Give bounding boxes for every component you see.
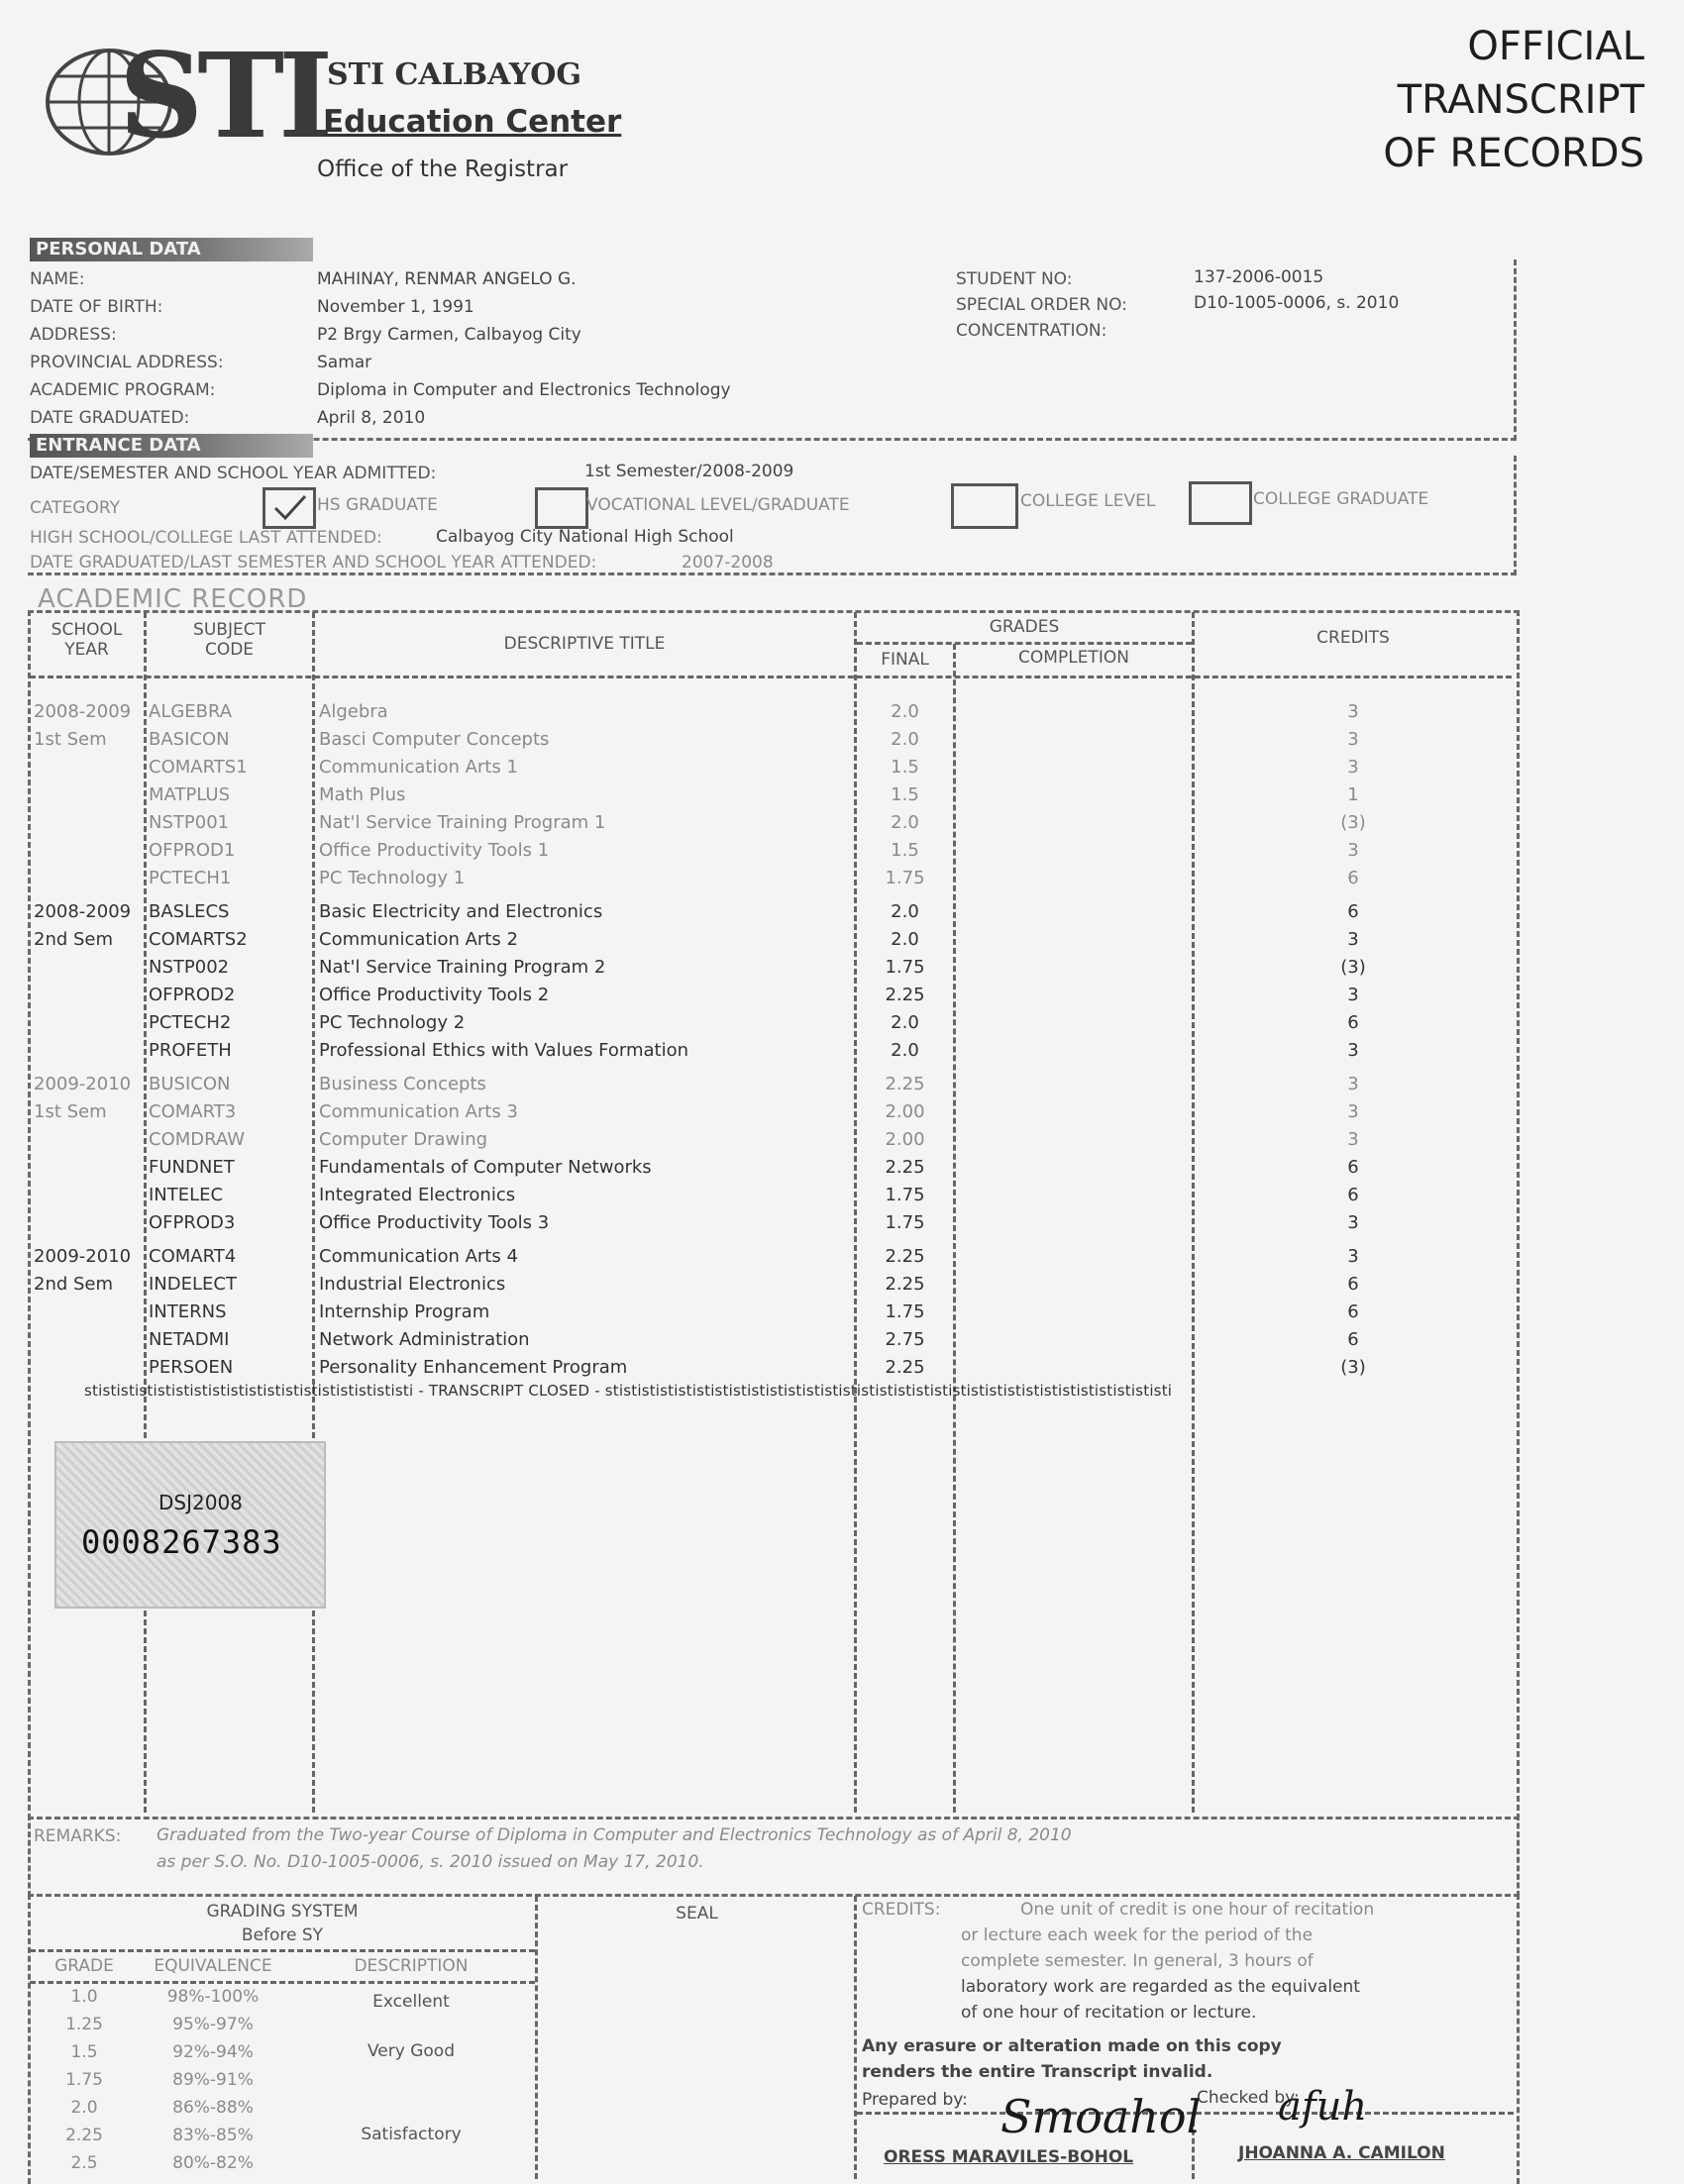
- cell-title: Basci Computer Concepts: [319, 729, 550, 750]
- dob-value: November 1, 1991: [317, 297, 474, 317]
- cell-final: 1.75: [885, 1212, 925, 1233]
- cell-title: Office Productivity Tools 3: [319, 1212, 550, 1233]
- credits-note-line: laboratory work are regarded as the equivalent: [961, 1977, 1360, 1997]
- cell-final: 2.0: [891, 1040, 919, 1061]
- student-no-value: 137-2006-0015: [1194, 267, 1324, 287]
- grading-cell-grade: 2.5: [70, 2153, 98, 2173]
- table-row: [0, 1301, 1516, 1329]
- table-row: [0, 1357, 1516, 1385]
- cell-title: Internship Program: [319, 1301, 490, 1322]
- address-label: ADDRESS:: [30, 325, 117, 345]
- cell-final: 2.00: [885, 1101, 925, 1122]
- table-row: [0, 957, 1516, 985]
- cell-credits: 3: [1347, 1129, 1359, 1150]
- header-divider: [30, 676, 1512, 678]
- cell-final: 1.5: [891, 784, 919, 805]
- school-subtitle: Education Center: [323, 104, 622, 140]
- table-row: [0, 1074, 1516, 1101]
- table-row: [0, 812, 1516, 840]
- table-row: [0, 868, 1516, 895]
- col-header-code-line: CODE: [204, 640, 255, 660]
- cell-title: Professional Ethics with Values Formation: [319, 1040, 689, 1061]
- cell-credits: 6: [1347, 868, 1359, 888]
- cell-title: Communication Arts 1: [319, 757, 518, 778]
- cell-code: ALGEBRA: [149, 701, 233, 722]
- graduated-label: DATE GRADUATED:: [30, 408, 190, 428]
- cell-title: Communication Arts 3: [319, 1101, 518, 1122]
- cell-credits: (3): [1340, 1357, 1366, 1378]
- cell-title: Office Productivity Tools 1: [319, 840, 550, 861]
- stamp-code: DSJ2008: [158, 1491, 243, 1514]
- table-row: [0, 729, 1516, 757]
- grading-cell-grade: 1.25: [65, 2015, 103, 2034]
- category-label: CATEGORY: [30, 498, 120, 518]
- cell-title: Basic Electricity and Electronics: [319, 901, 603, 922]
- grading-row: [0, 1987, 287, 2015]
- cell-final: 2.75: [885, 1329, 925, 1350]
- cell-code: COMARTS1: [149, 757, 248, 778]
- vocational-checkbox: [535, 487, 588, 529]
- grading-cell-grade: 2.25: [65, 2126, 103, 2145]
- stamp-number: 0008267383: [81, 1523, 282, 1561]
- grading-row: [0, 2098, 287, 2126]
- cell-final: 2.25: [885, 1357, 925, 1378]
- grading-divider: [30, 1949, 535, 1952]
- col-header-credits: CREDITS: [1316, 628, 1390, 648]
- col-header-year-line: YEAR: [64, 640, 109, 660]
- title-line: TRANSCRIPT: [1397, 77, 1644, 123]
- col-header-code-line: SUBJECT: [193, 620, 265, 640]
- footer-divider: [854, 1896, 857, 2179]
- cell-credits: 3: [1347, 1040, 1359, 1061]
- remarks-line-2: as per S.O. No. D10-1005-0006, s. 2010 issued on May 17, 2010.: [157, 1852, 704, 1872]
- cell-final: 2.0: [891, 812, 919, 833]
- cell-final: 2.0: [891, 929, 919, 950]
- checked-by-label: Checked by:: [1197, 2088, 1300, 2108]
- program-value: Diploma in Computer and Electronics Technology: [317, 380, 731, 400]
- title-line: OFFICIAL: [1467, 24, 1644, 69]
- table-row: [0, 1157, 1516, 1185]
- title-line: OF RECORDS: [1383, 131, 1644, 176]
- grad-last-label: DATE GRADUATED/LAST SEMESTER AND SCHOOL YEAR ATTENDED:: [30, 553, 597, 572]
- cell-year: 2009-2010: [34, 1074, 132, 1094]
- address-value: P2 Brgy Carmen, Calbayog City: [317, 325, 581, 345]
- cell-credits: 3: [1347, 729, 1359, 750]
- credits-note-line: One unit of credit is one hour of recitation: [1020, 1900, 1375, 1920]
- credits-note-line: of one hour of recitation or lecture.: [961, 2003, 1257, 2023]
- cell-credits: 3: [1347, 1212, 1359, 1233]
- grading-divider: [30, 1981, 535, 1984]
- cell-final: 1.5: [891, 757, 919, 778]
- prepared-by-label: Prepared by:: [862, 2090, 968, 2110]
- cell-final: 2.0: [891, 901, 919, 922]
- cell-code: INTERNS: [149, 1301, 227, 1322]
- desc-satisfactory: Satisfactory: [361, 2125, 462, 2144]
- table-row: [0, 1329, 1516, 1357]
- last-attended-value: Calbayog City National High School: [436, 527, 734, 547]
- cell-code: COMARTS2: [149, 929, 248, 950]
- cell-code: NETADMI: [149, 1329, 230, 1350]
- table-row: [0, 1129, 1516, 1157]
- grading-row: [0, 2015, 287, 2042]
- cell-title: Math Plus: [319, 784, 406, 805]
- cell-credits: 3: [1347, 985, 1359, 1005]
- cell-title: Network Administration: [319, 1329, 530, 1350]
- table-row: [0, 985, 1516, 1012]
- signature-checked: afuh: [1278, 2084, 1368, 2130]
- remarks-label: REMARKS:: [34, 1826, 122, 1846]
- prepared-by-name: ORESS MARAVILES-BOHOL: [884, 2147, 1134, 2167]
- grading-col-grade: GRADE: [54, 1956, 114, 1976]
- cell-final: 2.25: [885, 1246, 925, 1267]
- cell-year: 2009-2010: [34, 1246, 132, 1267]
- personal-data-heading: PERSONAL DATA: [30, 238, 313, 261]
- cell-year: 2nd Sem: [34, 1274, 114, 1295]
- cell-credits: 3: [1347, 1101, 1359, 1122]
- cell-credits: 3: [1347, 1074, 1359, 1094]
- table-row: [0, 1212, 1516, 1240]
- cell-code: COMART3: [149, 1101, 237, 1122]
- last-attended-label: HIGH SCHOOL/COLLEGE LAST ATTENDED:: [30, 528, 382, 548]
- cell-title: Nat'l Service Training Program 1: [319, 812, 606, 833]
- grading-row: [0, 2153, 287, 2181]
- cell-credits: 6: [1347, 901, 1359, 922]
- table-row: [0, 1185, 1516, 1212]
- cell-code: COMDRAW: [149, 1129, 246, 1150]
- cell-code: PROFETH: [149, 1040, 232, 1061]
- cell-title: PC Technology 1: [319, 868, 466, 888]
- cell-credits: 6: [1347, 1012, 1359, 1033]
- table-row: [0, 1274, 1516, 1301]
- grading-cell-equiv: 89%-91%: [172, 2070, 254, 2090]
- cell-code: OFPROD2: [149, 985, 236, 1005]
- cell-title: Nat'l Service Training Program 2: [319, 957, 606, 978]
- cell-code: INDELECT: [149, 1274, 237, 1295]
- cell-year: 2008-2009: [34, 701, 132, 722]
- grading-col-desc: DESCRIPTION: [354, 1956, 469, 1976]
- table-row: [0, 1012, 1516, 1040]
- grading-row: [0, 2070, 287, 2098]
- college-level-checkbox: [951, 483, 1018, 529]
- provincial-address-label: PROVINCIAL ADDRESS:: [30, 353, 224, 372]
- cell-final: 1.5: [891, 840, 919, 861]
- grading-cell-equiv: 86%-88%: [172, 2098, 254, 2118]
- entrance-data-heading: ENTRANCE DATA: [30, 434, 313, 458]
- grading-cell-grade: 1.0: [70, 1987, 98, 2007]
- grading-cell-equiv: 80%-82%: [172, 2153, 254, 2173]
- cell-title: Communication Arts 2: [319, 929, 518, 950]
- table-row: [0, 1101, 1516, 1129]
- grading-row: [0, 2042, 287, 2070]
- cell-credits: 3: [1347, 757, 1359, 778]
- graduated-value: April 8, 2010: [317, 408, 426, 428]
- transcript-closed-line: stistististististististististististististististististi - TRANSCRIPT CLOSED - stististististististististististististististististististististististististististististististi: [84, 1382, 1173, 1400]
- cell-code: INTELEC: [149, 1185, 224, 1205]
- cell-title: PC Technology 2: [319, 1012, 466, 1033]
- office-name: Office of the Registrar: [317, 156, 569, 182]
- cell-final: 2.00: [885, 1129, 925, 1150]
- cell-title: Computer Drawing: [319, 1129, 488, 1150]
- document-title: [1383, 20, 1644, 180]
- table-row: [0, 1040, 1516, 1068]
- cell-year: 1st Sem: [34, 729, 107, 750]
- dob-label: DATE OF BIRTH:: [30, 297, 163, 317]
- grading-cell-grade: 1.5: [70, 2042, 98, 2062]
- table-row: [0, 784, 1516, 812]
- cell-final: 2.25: [885, 1157, 925, 1178]
- cell-final: 1.75: [885, 1301, 925, 1322]
- cell-code: NSTP001: [149, 812, 230, 833]
- provincial-address-value: Samar: [317, 353, 372, 372]
- logo-text: STI: [119, 27, 328, 164]
- cell-final: 1.75: [885, 868, 925, 888]
- cell-code: BASICON: [149, 729, 230, 750]
- table-row: [0, 840, 1516, 868]
- grading-subtitle: Before SY: [241, 1925, 324, 1945]
- signature-prepared: Smoahol: [1000, 2090, 1202, 2143]
- cell-title: Algebra: [319, 701, 388, 722]
- cell-code: BASLECS: [149, 901, 230, 922]
- grad-last-value: 2007-2008: [682, 553, 774, 572]
- col-header-title: DESCRIPTIVE TITLE: [503, 634, 666, 654]
- col-header-grades: GRADES: [989, 617, 1060, 637]
- cell-code: OFPROD1: [149, 840, 236, 861]
- grading-cell-equiv: 83%-85%: [172, 2126, 254, 2145]
- grades-divider: [857, 642, 1192, 645]
- grading-row: [0, 2126, 287, 2153]
- cell-final: 1.75: [885, 957, 925, 978]
- desc-excellent: Excellent: [372, 1992, 450, 2012]
- table-row: [0, 929, 1516, 957]
- cell-title: Communication Arts 4: [319, 1246, 518, 1267]
- cell-code: PERSOEN: [149, 1357, 234, 1378]
- grading-title: GRADING SYSTEM: [206, 1902, 359, 1922]
- cell-final: 1.75: [885, 1185, 925, 1205]
- grading-cell-grade: 2.0: [70, 2098, 98, 2118]
- cell-credits: 6: [1347, 1157, 1359, 1178]
- cell-final: 2.0: [891, 1012, 919, 1033]
- cell-title: Industrial Electronics: [319, 1274, 506, 1295]
- grading-cell-equiv: 92%-94%: [172, 2042, 254, 2062]
- remarks-line-1: Graduated from the Two-year Course of Diploma in Computer and Electronics Technology as of April 8, 2010: [157, 1825, 1072, 1845]
- cell-credits: 3: [1347, 929, 1359, 950]
- warning-line: Any erasure or alteration made on this copy: [862, 2036, 1282, 2056]
- hs-graduate-label: HS GRADUATE: [317, 495, 438, 515]
- grading-cell-equiv: 98%-100%: [166, 1987, 260, 2007]
- name-label: NAME:: [30, 269, 85, 289]
- college-level-label: COLLEGE LEVEL: [1020, 491, 1156, 511]
- cell-code: FUNDNET: [149, 1157, 235, 1178]
- cell-credits: 6: [1347, 1274, 1359, 1295]
- table-row: [0, 757, 1516, 784]
- college-graduate-label: COLLEGE GRADUATE: [1253, 489, 1429, 509]
- desc-very-good: Very Good: [368, 2041, 455, 2061]
- warning-line: renders the entire Transcript invalid.: [862, 2062, 1213, 2082]
- table-row: [0, 901, 1516, 929]
- cell-credits: 6: [1347, 1301, 1359, 1322]
- grading-col-equiv: EQUIVALENCE: [154, 1956, 272, 1976]
- admitted-value: 1st Semester/2008-2009: [584, 462, 794, 481]
- col-header-year-line: SCHOOL: [51, 620, 123, 640]
- vocational-label: VOCATIONAL LEVEL/GRADUATE: [586, 495, 850, 515]
- school-name: STI CALBAYOG: [327, 57, 582, 92]
- cell-title: Integrated Electronics: [319, 1185, 516, 1205]
- cell-final: 2.0: [891, 701, 919, 722]
- cell-credits: 3: [1347, 701, 1359, 722]
- credits-note-line: or lecture each week for the period of the: [961, 1925, 1314, 1945]
- cell-title: Fundamentals of Computer Networks: [319, 1157, 652, 1178]
- grading-cell-grade: 1.75: [65, 2070, 103, 2090]
- cell-year: 2008-2009: [34, 901, 132, 922]
- name-value: MAHINAY, RENMAR ANGELO G.: [317, 269, 577, 289]
- check-icon: [265, 490, 313, 526]
- cell-year: 2nd Sem: [34, 929, 114, 950]
- college-graduate-checkbox: [1189, 481, 1252, 525]
- cell-title: Personality Enhancement Program: [319, 1357, 628, 1378]
- academic-record-heading: ACADEMIC RECORD: [38, 584, 308, 614]
- program-label: ACADEMIC PROGRAM:: [30, 380, 216, 400]
- cell-title: Office Productivity Tools 2: [319, 985, 550, 1005]
- col-header-year: [30, 620, 144, 660]
- credits-note-label: CREDITS:: [862, 1900, 941, 1920]
- table-row: [0, 1246, 1516, 1274]
- footer-divider: [535, 1896, 538, 2179]
- cell-title: Business Concepts: [319, 1074, 486, 1094]
- table-row: [0, 701, 1516, 729]
- credits-note-line: complete semester. In general, 3 hours of: [961, 1951, 1314, 1971]
- cell-final: 2.25: [885, 985, 925, 1005]
- col-header-final: FINAL: [881, 650, 929, 670]
- hs-graduate-checkbox: [263, 487, 316, 529]
- cell-credits: (3): [1340, 812, 1366, 833]
- student-no-label: STUDENT NO:: [956, 269, 1073, 289]
- col-header-completion: COMPLETION: [1018, 648, 1129, 668]
- checked-by-name: JHOANNA A. CAMILON: [1238, 2143, 1445, 2163]
- cell-credits: 6: [1347, 1185, 1359, 1205]
- cell-code: PCTECH2: [149, 1012, 232, 1033]
- cell-year: 1st Sem: [34, 1101, 107, 1122]
- cell-credits: 1: [1347, 784, 1359, 805]
- cell-final: 2.25: [885, 1074, 925, 1094]
- special-order-label: SPECIAL ORDER NO:: [956, 295, 1127, 315]
- cell-credits: 6: [1347, 1329, 1359, 1350]
- grading-cell-equiv: 95%-97%: [172, 2015, 254, 2034]
- cell-credits: 3: [1347, 1246, 1359, 1267]
- cell-credits: 3: [1347, 840, 1359, 861]
- cell-code: OFPROD3: [149, 1212, 236, 1233]
- cell-code: PCTECH1: [149, 868, 232, 888]
- cell-code: MATPLUS: [149, 784, 231, 805]
- concentration-label: CONCENTRATION:: [956, 321, 1107, 341]
- cell-code: COMART4: [149, 1246, 237, 1267]
- cell-credits: (3): [1340, 957, 1366, 978]
- admitted-label: DATE/SEMESTER AND SCHOOL YEAR ADMITTED:: [30, 464, 437, 483]
- seal-label: SEAL: [676, 1904, 718, 1924]
- cell-final: 2.25: [885, 1274, 925, 1295]
- cell-code: BUSICON: [149, 1074, 231, 1094]
- cell-code: NSTP002: [149, 957, 230, 978]
- col-header-code: [147, 620, 312, 660]
- cell-final: 2.0: [891, 729, 919, 750]
- special-order-value: D10-1005-0006, s. 2010: [1194, 293, 1400, 313]
